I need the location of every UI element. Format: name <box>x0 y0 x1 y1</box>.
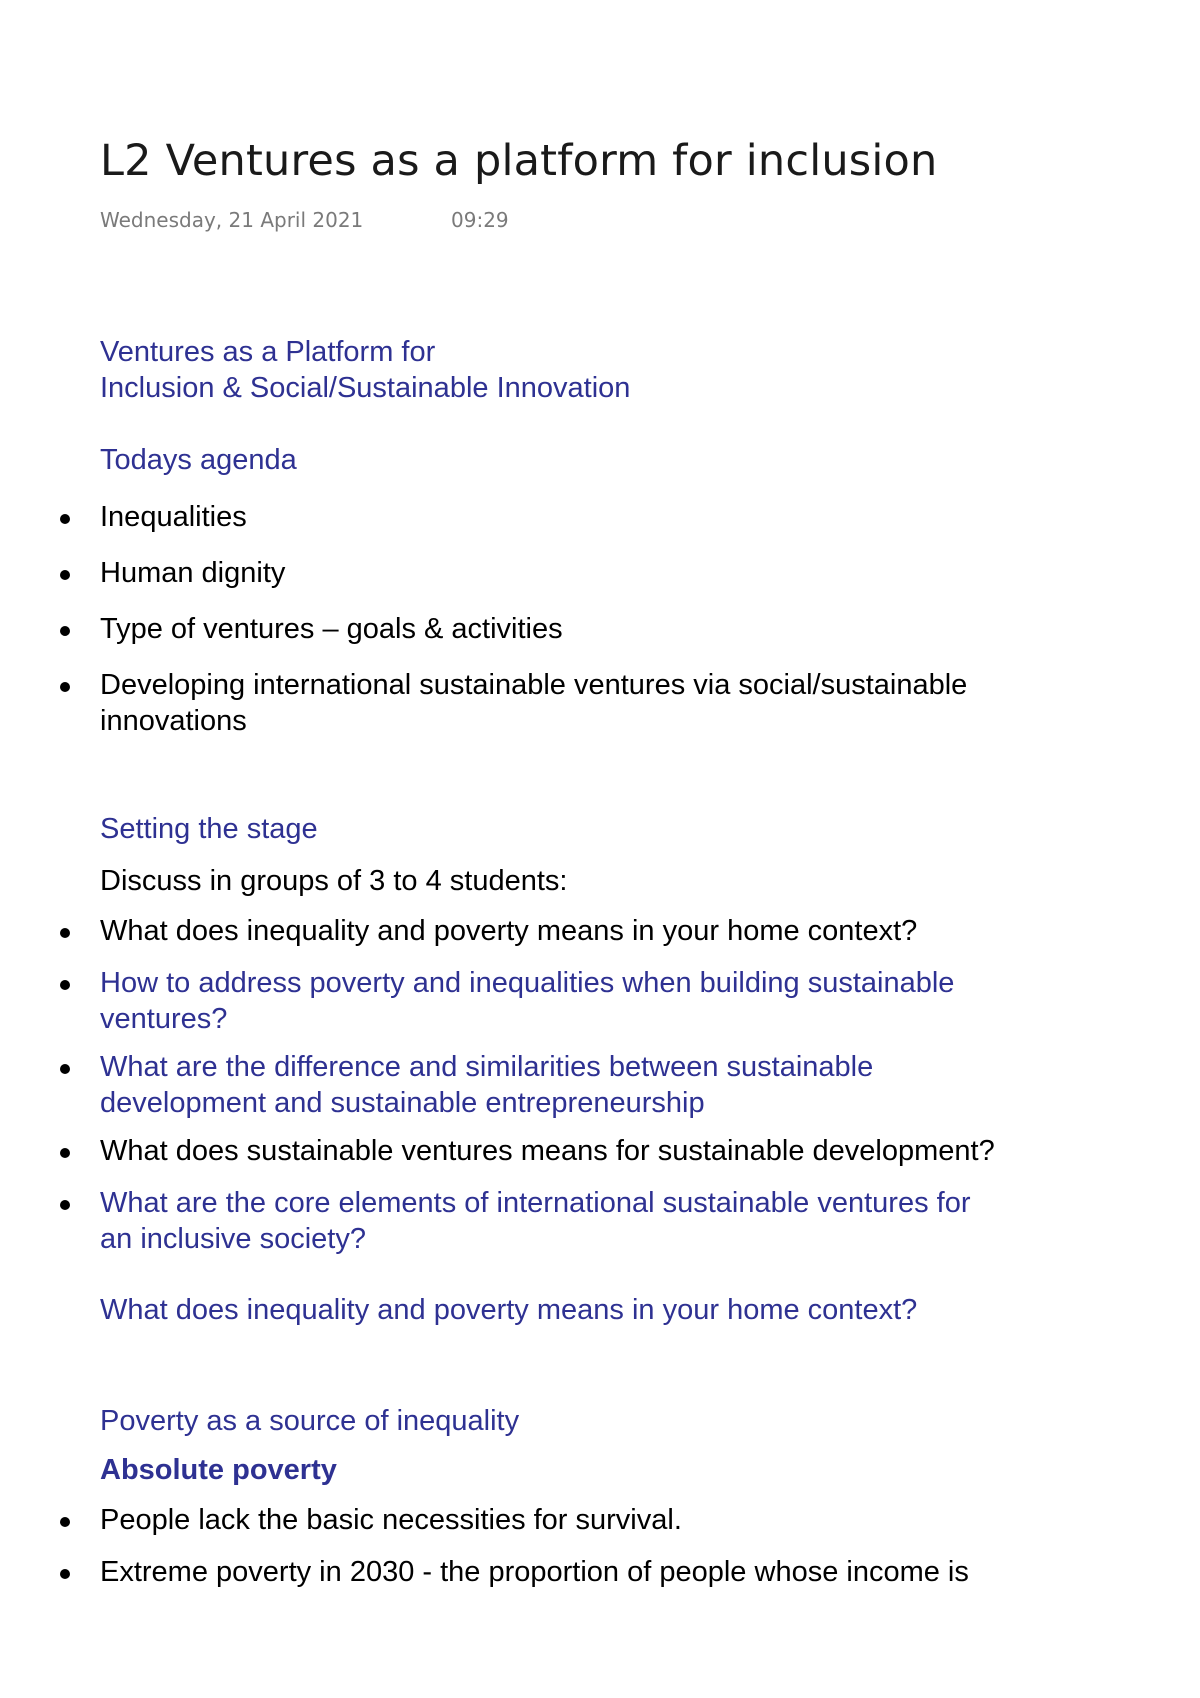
bullet-icon <box>60 514 70 524</box>
poverty-subheading: Absolute poverty <box>100 1454 337 1486</box>
bullet-icon <box>60 1200 70 1210</box>
stage-question: What are the core elements of international sustainable ventures for <box>100 1187 971 1219</box>
stage-question-continued: ventures? <box>100 1003 228 1035</box>
note-time: 09:29 <box>451 208 509 232</box>
stage-intro: Discuss in groups of 3 to 4 students: <box>100 865 568 897</box>
bullet-icon <box>60 1148 70 1158</box>
stage-question: What are the difference and similarities between sustainable <box>100 1051 874 1083</box>
poverty-item: People lack the basic necessities for survival. <box>100 1504 682 1536</box>
intro-heading-line-2: Inclusion & Social/Sustainable Innovation <box>100 372 631 404</box>
poverty-item: Extreme poverty in 2030 - the proportion of people whose income is <box>100 1556 969 1588</box>
poverty-heading: Poverty as a source of inequality <box>100 1405 520 1437</box>
bullet-icon <box>60 980 70 990</box>
agenda-item: Inequalities <box>100 501 247 533</box>
bullet-icon <box>60 1517 70 1527</box>
bullet-icon <box>60 626 70 636</box>
stage-focus-question: What does inequality and poverty means in your home context? <box>100 1294 918 1326</box>
stage-question-continued: development and sustainable entrepreneurship <box>100 1087 705 1119</box>
page-title: L2 Ventures as a platform for inclusion <box>100 136 938 186</box>
bullet-icon <box>60 570 70 580</box>
agenda-item: Type of ventures – goals & activities <box>100 613 563 645</box>
stage-question-continued: an inclusive society? <box>100 1223 366 1255</box>
stage-heading: Setting the stage <box>100 813 318 845</box>
note-date: Wednesday, 21 April 2021 <box>100 208 364 232</box>
intro-heading-line-1: Ventures as a Platform for <box>100 336 436 368</box>
bullet-icon <box>60 1569 70 1579</box>
stage-question: How to address poverty and inequalities when building sustainable <box>100 967 955 999</box>
bullet-icon <box>60 682 70 692</box>
agenda-item: Human dignity <box>100 557 286 589</box>
bullet-icon <box>60 928 70 938</box>
agenda-item: Developing international sustainable ventures via social/sustainable <box>100 669 968 701</box>
agenda-item-continued: innovations <box>100 705 247 737</box>
stage-question: What does inequality and poverty means in your home context? <box>100 915 918 947</box>
agenda-heading: Todays agenda <box>100 444 297 476</box>
bullet-icon <box>60 1064 70 1074</box>
stage-question: What does sustainable ventures means for sustainable development? <box>100 1135 995 1167</box>
